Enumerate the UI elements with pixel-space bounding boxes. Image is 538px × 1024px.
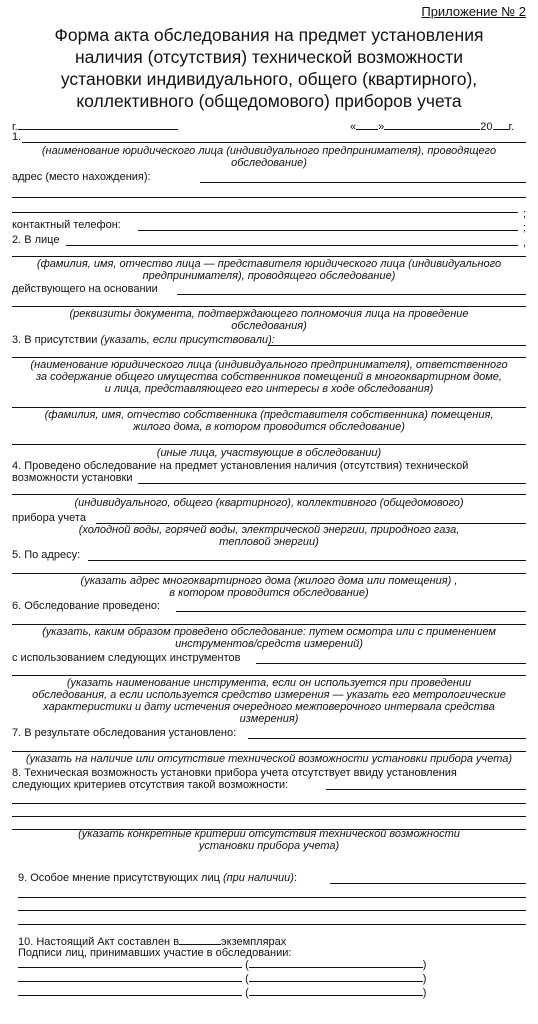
quote-close: » <box>378 121 385 133</box>
address-line[interactable] <box>12 197 526 198</box>
document-title <box>0 24 538 112</box>
caption-line: (фамилия, имя, отчество лица — представителя юридического лица (индивидуального <box>36 258 502 270</box>
item3-caption-3: (иные лица, участвующие в обследовании) <box>156 447 382 459</box>
paren-open: ( <box>245 959 249 971</box>
opinion-line[interactable] <box>330 883 526 884</box>
copies-blank[interactable] <box>179 935 221 945</box>
caption-line: обследования) <box>231 320 307 332</box>
instruments-caption <box>12 677 526 725</box>
semicolon: ; <box>522 208 526 220</box>
owner-line[interactable] <box>12 407 526 408</box>
year-suffix: г. <box>508 121 515 133</box>
item2-label: 2. В лице <box>12 234 60 246</box>
representative-line[interactable] <box>12 256 526 257</box>
item1-caption <box>12 145 526 169</box>
signature-row <box>18 986 426 999</box>
address-line[interactable] <box>12 573 526 574</box>
instruments-label: с использованием следующих инструментов <box>12 652 241 664</box>
address-line[interactable] <box>88 560 526 561</box>
caption-line: (указать конкретные критерии отсутствия технической возможности <box>78 828 460 840</box>
item2-caption <box>12 258 526 282</box>
text-line: следующих критериев отсутствия такой возможности: <box>12 779 289 791</box>
others-line[interactable] <box>12 444 526 445</box>
criteria-line[interactable] <box>326 789 526 790</box>
criteria-line[interactable] <box>12 803 526 804</box>
caption-line: обследования, а если используется средство измерения — указать его метрологические <box>32 689 506 701</box>
signature-blank[interactable] <box>18 958 242 968</box>
address-label: адрес (место нахождения): <box>12 171 151 183</box>
caption-line: (наименование юридического лица (индивидуального предпринимателя), проводящего <box>41 145 497 157</box>
item8-caption <box>12 828 526 852</box>
caption-line: инструментов/средств измерений) <box>175 638 363 650</box>
opinion-line[interactable] <box>18 910 526 911</box>
date-field <box>350 120 514 133</box>
item6-label: 6. Обследование проведено: <box>12 600 161 612</box>
year-blank[interactable] <box>493 120 509 130</box>
paren-close: ) <box>422 973 427 985</box>
method-line[interactable] <box>176 611 526 612</box>
signature-row <box>18 972 426 985</box>
item3-label <box>12 334 275 346</box>
title-line: коллективного (общедомового) приборов учета <box>76 91 462 111</box>
instruments-line[interactable] <box>12 675 526 676</box>
signer-name-blank[interactable] <box>249 972 423 982</box>
text-line: возможности установки <box>12 472 133 484</box>
caption-line: установки прибора учета) <box>198 840 340 852</box>
paren-open: ( <box>245 973 249 985</box>
signatures-label: Подписи лиц, принимавших участие в обследовании: <box>18 947 292 959</box>
result-line[interactable] <box>12 751 526 752</box>
signature-blank[interactable] <box>18 986 242 996</box>
paren-open: ( <box>245 987 249 999</box>
authority-line[interactable] <box>177 294 526 295</box>
caption-line: за содержание общего имущества собственников помещений в многоквартирном доме, <box>35 371 502 383</box>
item9-hint: (при наличии) <box>222 872 294 884</box>
item7-label: 7. В результате обследования установлено: <box>12 727 237 739</box>
item10-suffix: экземплярах <box>221 936 287 948</box>
acting-caption <box>12 308 526 332</box>
paren-close: ) <box>422 959 427 971</box>
caption-line: в котором проводится обследование) <box>169 587 369 599</box>
item3-text: 3. В присутствии <box>12 334 98 346</box>
year-prefix: 20 <box>480 121 493 133</box>
caption-line: жилого дома, в котором проводится обследование) <box>133 421 405 433</box>
caption-line: (указать, каким образом проведено обследование: путем осмотра или с применением <box>42 626 496 638</box>
installation-type-line[interactable] <box>138 483 526 484</box>
authority-line[interactable] <box>12 306 526 307</box>
caption-line: характеристики и дату истечения очередного межповерочного интервала средства <box>43 701 495 713</box>
present-line[interactable] <box>12 357 526 358</box>
title-line: установки индивидуального, общего (квартирного), <box>60 69 478 89</box>
org-name-line[interactable] <box>22 142 526 143</box>
method-line[interactable] <box>12 624 526 625</box>
signature-blank[interactable] <box>18 972 242 982</box>
item3-caption-2 <box>12 409 526 433</box>
caption-line: и лица, представляющего его интересы в ходе обследования) <box>104 383 434 395</box>
caption-line: тепловой энергии) <box>219 536 319 548</box>
caption-line: измерения) <box>239 713 299 725</box>
item6-caption <box>12 626 526 650</box>
caption-line: предпринимателя), проводящего обследование) <box>142 270 396 282</box>
address-line[interactable] <box>12 212 518 213</box>
item4-text <box>12 460 468 484</box>
title-line: Форма акта обследования на предмет установления <box>54 25 484 45</box>
day-blank[interactable] <box>356 120 378 130</box>
item3-caption-1 <box>12 359 526 395</box>
item5-caption <box>12 575 526 599</box>
caption-line: (реквизиты документа, подтверждающего полномочия лица на проведение <box>69 308 469 320</box>
item7-caption: (указать на наличие или отсутствие технической возможности установки прибора учета) <box>25 753 513 765</box>
text-line: 8. Техническая возможность установки прибора учета отсутствует ввиду установления <box>12 767 457 779</box>
city-blank[interactable] <box>18 120 178 130</box>
item9-text: 9. Особое мнение присутствующих лиц <box>18 872 220 884</box>
item10-text: 10. Настоящий Акт составлен в <box>18 936 180 948</box>
city-label: г. <box>12 121 18 133</box>
item9-label <box>18 872 297 884</box>
instruments-line[interactable] <box>256 663 526 664</box>
installation-type-line[interactable] <box>12 494 526 495</box>
item1-number: 1. <box>12 131 22 143</box>
item8-text <box>12 767 457 791</box>
caption-line: (указать адрес многоквартирного дома (жилого дома или помещения) , <box>80 575 458 587</box>
caption-line: обследование) <box>231 157 307 169</box>
address-line[interactable] <box>200 182 526 183</box>
opinion-line[interactable] <box>18 924 526 925</box>
criteria-line[interactable] <box>12 816 526 817</box>
signer-name-blank[interactable] <box>249 958 423 968</box>
signer-name-blank[interactable] <box>249 986 423 996</box>
acting-label: действующего на основании <box>12 283 158 295</box>
city-field <box>12 120 178 133</box>
present-line[interactable] <box>268 345 526 346</box>
result-line[interactable] <box>248 738 526 739</box>
phone-label: контактный телефон: <box>12 219 121 231</box>
caption-line: (фамилия, имя, отчество собственника (представителя собственника) помещения, <box>44 409 494 421</box>
paren-close: ) <box>422 987 427 999</box>
item5-label: 5. По адресу: <box>12 549 81 561</box>
caption-line: (указать наименование инструмента, если он используется при проведении <box>66 677 472 689</box>
quote-open: « <box>350 121 357 133</box>
item4-caption-2 <box>12 524 526 548</box>
item3-hint: (указать, если присутствовали): <box>100 334 275 346</box>
comma: , <box>522 237 526 249</box>
phone-line[interactable] <box>138 230 518 231</box>
text-line: 4. Проведено обследование на предмет установления наличия (отсутствия) технической <box>12 460 469 472</box>
caption-line: (холодной воды, горячей воды, электрической энергии, природного газа, <box>78 524 460 536</box>
item4-caption-1: (индивидуального, общего (квартирного), коллективного (общедомового) <box>74 497 464 509</box>
signature-row <box>18 958 426 971</box>
caption-line: (наименование юридического лица (индивидуального предпринимателя), ответственного <box>30 359 508 371</box>
item9-colon: : <box>293 872 297 884</box>
appendix-label: Приложение № 2 <box>421 4 526 19</box>
representative-line[interactable] <box>66 245 518 246</box>
opinion-line[interactable] <box>18 897 526 898</box>
title-line: наличия (отсутствия) технической возможности <box>75 47 463 67</box>
month-blank[interactable] <box>384 120 480 130</box>
meter-label: прибора учета <box>12 512 86 524</box>
semicolon: ; <box>522 222 526 234</box>
